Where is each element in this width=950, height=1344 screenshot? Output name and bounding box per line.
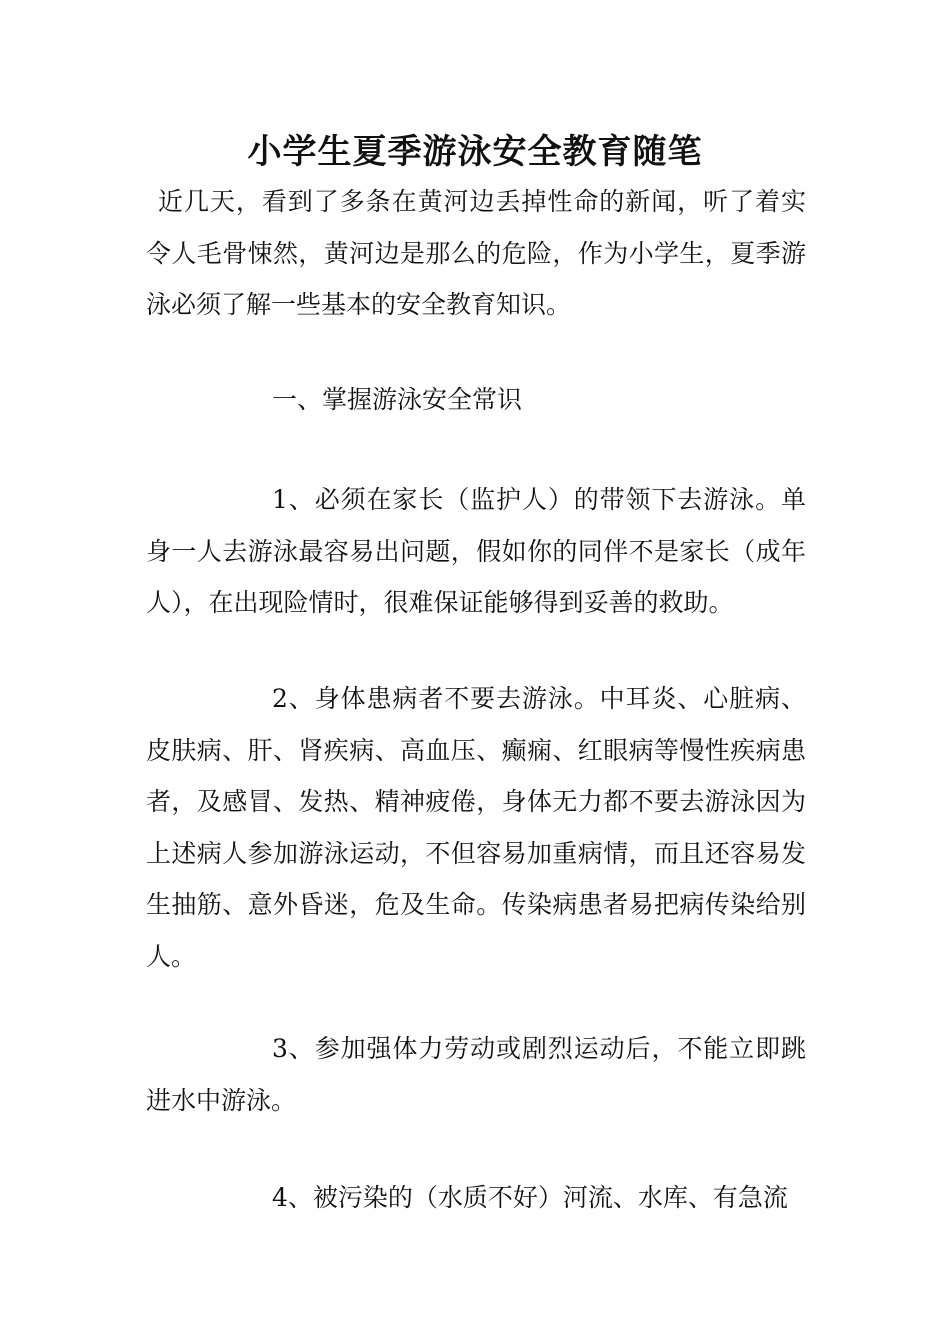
document-title: 小学生夏季游泳安全教育随笔 — [247, 132, 703, 172]
list-item-1: 1、必须在家长（监护人）的带领下去游泳。单身一人去游泳最容易出问题，假如你的同伴不是家长（成年人），在出现险情时，很难保证能够得到妥善的救助。 — [146, 485, 806, 618]
list-item-3: 3、参加强体力劳动或剧烈运动后，不能立即跳进水中游泳。 — [146, 1034, 806, 1115]
section-heading: 一、掌握游泳安全常识 — [272, 385, 523, 414]
list-item-4: 4、被污染的（水质不好）河流、水库、有急流 — [272, 1183, 788, 1212]
intro-paragraph: 近几天，看到了多条在黄河边丢掉性命的新闻，听了着实令人毛骨悚然，黄河边是那么的危险，作为小学生，夏季游泳必须了解一些基本的安全教育知识。 — [146, 187, 806, 320]
list-item-2: 2、身体患病者不要去游泳。中耳炎、心脏病、皮肤病、肝、肾疾病、高血压、癫痫、红眼病等慢性疾病患者，及感冒、发热、精神疲倦，身体无力都不要去游泳因为上述病人参加游泳运动，不但容易加重病情，而且还容易发生抽筋、意外昏迷，危及生命。传染病患者易把病传染给别人。 — [146, 684, 806, 971]
